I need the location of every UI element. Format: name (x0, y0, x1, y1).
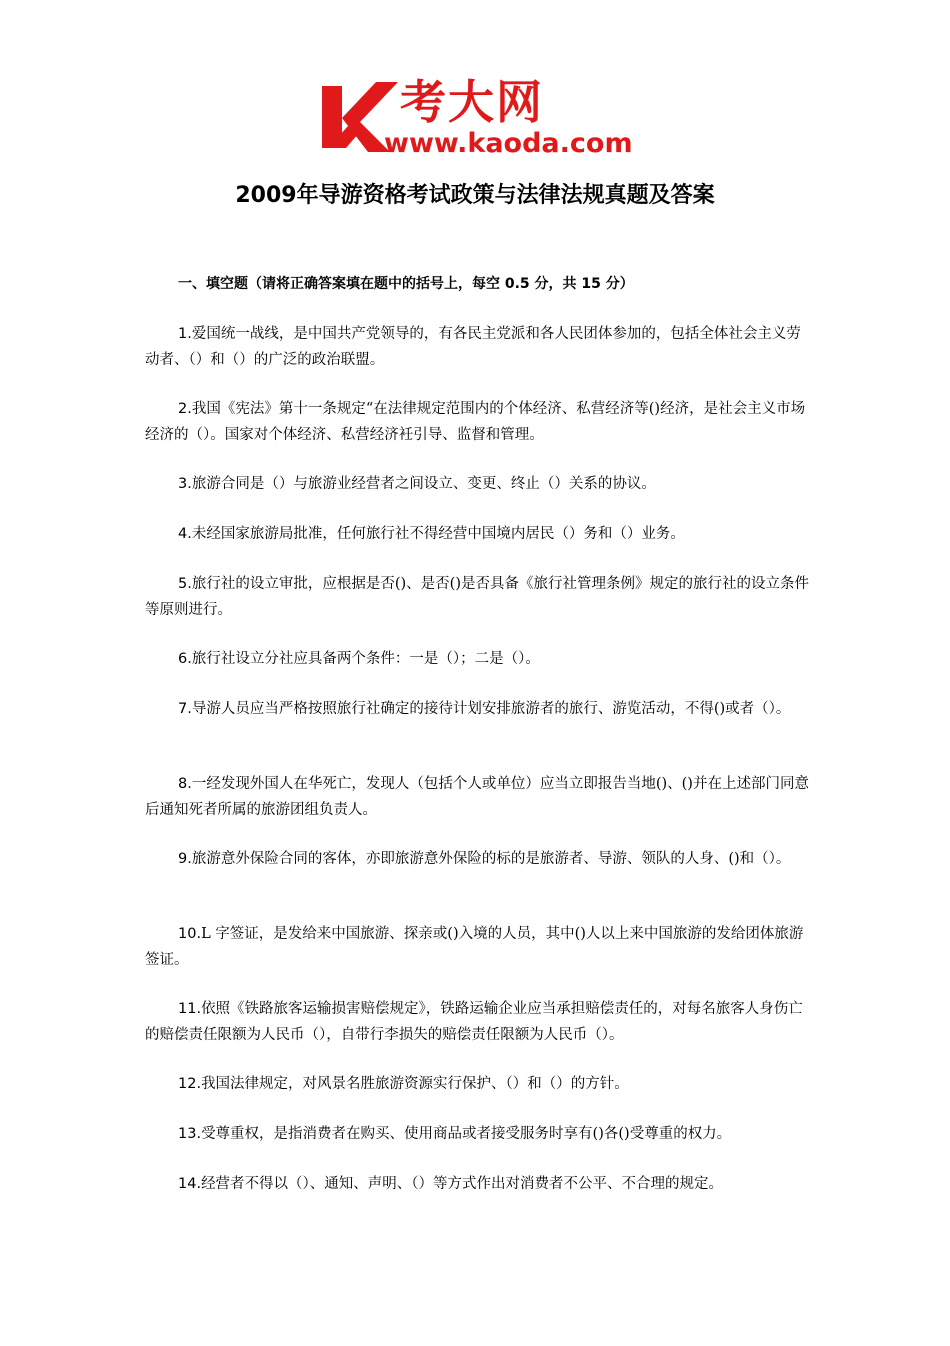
question-3 (145, 471, 813, 497)
question-number: 9. (178, 851, 192, 867)
question-text: 一经发现外国人在华死亡，发现人（包括个人或单位）应当立即报告当地()、()并在上述部门同意后通知死者所属的旅游团组负责人。 (145, 776, 809, 818)
question-text: 依照《铁路旅客运输损害赔偿规定》，铁路运输企业应当承担赔偿责任的，对每名旅客人身伤亡的赔偿责任限额为人民币（），自带行李损失的赔偿责任限额为人民币（）。 (145, 1001, 803, 1043)
logo-brand-text: 考大网 (400, 75, 544, 129)
question-10 (145, 921, 813, 973)
question-text: 旅行社的设立审批，应根据是否()、是否()是否具备《旅行社管理条例》规定的旅行社的设立条件等原则进行。 (145, 576, 809, 618)
question-number: 3. (178, 476, 192, 492)
question-number: 14. (178, 1176, 202, 1192)
question-number: 13. (178, 1126, 202, 1142)
question-text: 旅游合同是（）与旅游业经营者之间设立、变更、终止（）关系的协议。 (191, 476, 656, 492)
question-14 (145, 1171, 813, 1197)
question-8 (145, 771, 813, 823)
question-number: 12. (178, 1076, 202, 1092)
question-text: 经营者不得以（）、通知、声明、（）等方式作出对消费者不公平、不合理的规定。 (201, 1176, 724, 1192)
question-number: 2. (178, 401, 192, 417)
question-13 (145, 1121, 813, 1147)
logo-url-text: www.kaoda.com (384, 128, 633, 159)
question-7 (145, 696, 813, 722)
question-text: 旅游意外保险合同的客体，亦即旅游意外保险的标的是旅游者、导游、领队的人身、()和（）。 (191, 851, 791, 867)
question-number: 10. (178, 926, 202, 942)
question-number: 6. (178, 651, 192, 667)
section-heading: 一、填空题（请将正确答案填在题中的括号上，每空 0.5 分，共 15 分） (178, 276, 634, 292)
question-2 (145, 396, 813, 448)
question-text: 我国《宪法》第十一条规定“在法律规定范围内的个体经济、私营经济等()经济，是社会主义市场经济的（）。国家对个体经济、私营经济衽引导、监督和管理。 (145, 401, 806, 443)
question-number: 7. (178, 701, 192, 717)
question-number: 8. (178, 776, 192, 792)
question-text: 爱国统一战线，是中国共产党领导的，有各民主党派和各人民团体参加的，包括全体社会主义劳动者、（）和（）的广泛的政治联盟。 (145, 326, 801, 368)
kaoda-logo (318, 75, 638, 162)
question-9 (145, 846, 813, 872)
question-number: 4. (178, 526, 192, 542)
question-12 (145, 1071, 813, 1097)
question-text: 旅行社设立分社应具备两个条件：一是（）；二是（）。 (191, 651, 540, 667)
document-title: 2009年导游资格考试政策与法律法规真题及答案 (235, 183, 715, 208)
question-4 (145, 521, 813, 547)
question-text: L 字签证，是发给来中国旅游、探亲或()入境的人员，其中()人以上来中国旅游的发给团体旅游签证。 (145, 926, 804, 968)
question-text: 未经国家旅游局批准，任何旅行社不得经营中国境内居民（）务和（）业务。 (191, 526, 685, 542)
question-5 (145, 571, 813, 623)
question-text: 我国法律规定，对风景名胜旅游资源实行保护、（）和（）的方针。 (201, 1076, 629, 1092)
question-1 (145, 321, 813, 373)
question-text: 受尊重权，是指消费者在购买、使用商品或者接受服务时享有()各()受尊重的权力。 (201, 1126, 732, 1142)
question-text: 导游人员应当严格按照旅行社确定的接待计划安排旅游者的旅行、游览活动，不得()或者（）。 (191, 701, 791, 717)
question-number: 1. (178, 326, 192, 342)
question-6 (145, 646, 813, 672)
question-number: 11. (178, 1001, 202, 1017)
question-number: 5. (178, 576, 192, 592)
question-11 (145, 996, 813, 1048)
